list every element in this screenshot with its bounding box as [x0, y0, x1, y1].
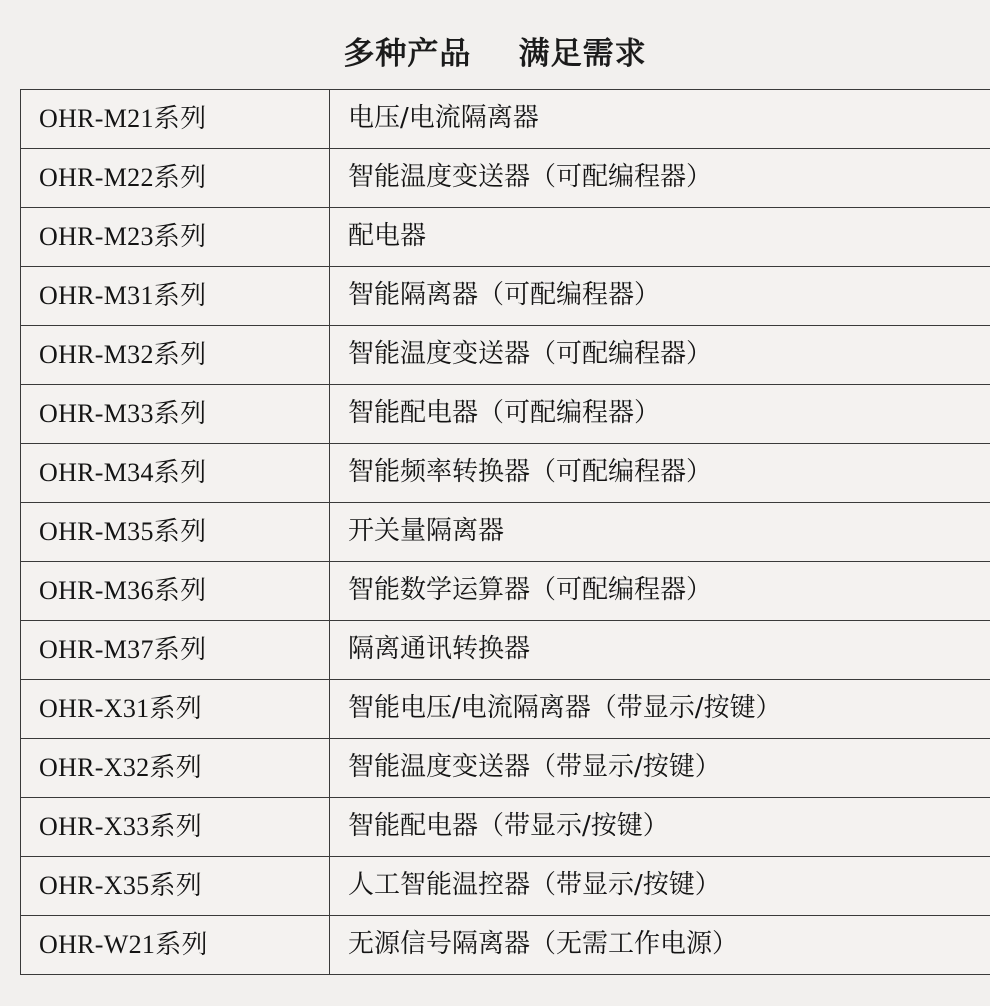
product-model: OHR-M34系列 [21, 444, 330, 503]
product-description: 无源信号隔离器（无需工作电源） [330, 916, 990, 975]
product-description: 智能数学运算器（可配编程器） [330, 562, 990, 621]
product-description: 智能频率转换器（可配编程器） [330, 444, 990, 503]
table-row [21, 798, 990, 857]
table-row [21, 90, 990, 149]
table-row [21, 385, 990, 444]
product-model: OHR-M33系列 [21, 385, 330, 444]
product-model: OHR-M35系列 [21, 503, 330, 562]
product-model: OHR-X32系列 [21, 739, 330, 798]
product-model: OHR-W21系列 [21, 916, 330, 975]
product-description: 智能配电器（可配编程器） [330, 385, 990, 444]
table-row [21, 326, 990, 385]
table-row [21, 208, 990, 267]
product-table-container [20, 89, 970, 975]
product-model: OHR-M37系列 [21, 621, 330, 680]
product-description: 电压/电流隔离器 [330, 90, 990, 149]
product-description: 智能温度变送器（可配编程器） [330, 149, 990, 208]
product-description: 开关量隔离器 [330, 503, 990, 562]
table-row [21, 503, 990, 562]
table-row [21, 739, 990, 798]
product-model: OHR-M21系列 [21, 90, 330, 149]
product-description: 人工智能温控器（带显示/按键） [330, 857, 990, 916]
page-title: 多种产品 满足需求 [343, 36, 647, 72]
product-description: 智能温度变送器（可配编程器） [330, 326, 990, 385]
product-description: 配电器 [330, 208, 990, 267]
product-model: OHR-M31系列 [21, 267, 330, 326]
product-model: OHR-M32系列 [21, 326, 330, 385]
table-row [21, 149, 990, 208]
product-description: 智能隔离器（可配编程器） [330, 267, 990, 326]
table-row [21, 680, 990, 739]
table-row [21, 621, 990, 680]
table-row [21, 267, 990, 326]
product-model: OHR-X31系列 [21, 680, 330, 739]
product-description: 智能配电器（带显示/按键） [330, 798, 990, 857]
product-table [20, 89, 990, 975]
table-row [21, 562, 990, 621]
product-model: OHR-M23系列 [21, 208, 330, 267]
product-table-body [21, 90, 990, 975]
product-model: OHR-X35系列 [21, 857, 330, 916]
product-model: OHR-M36系列 [21, 562, 330, 621]
product-description: 智能温度变送器（带显示/按键） [330, 739, 990, 798]
table-row [21, 916, 990, 975]
product-description: 隔离通讯转换器 [330, 621, 990, 680]
table-row [21, 857, 990, 916]
product-model: OHR-M22系列 [21, 149, 330, 208]
product-description: 智能电压/电流隔离器（带显示/按键） [330, 680, 990, 739]
table-row [21, 444, 990, 503]
product-model: OHR-X33系列 [21, 798, 330, 857]
